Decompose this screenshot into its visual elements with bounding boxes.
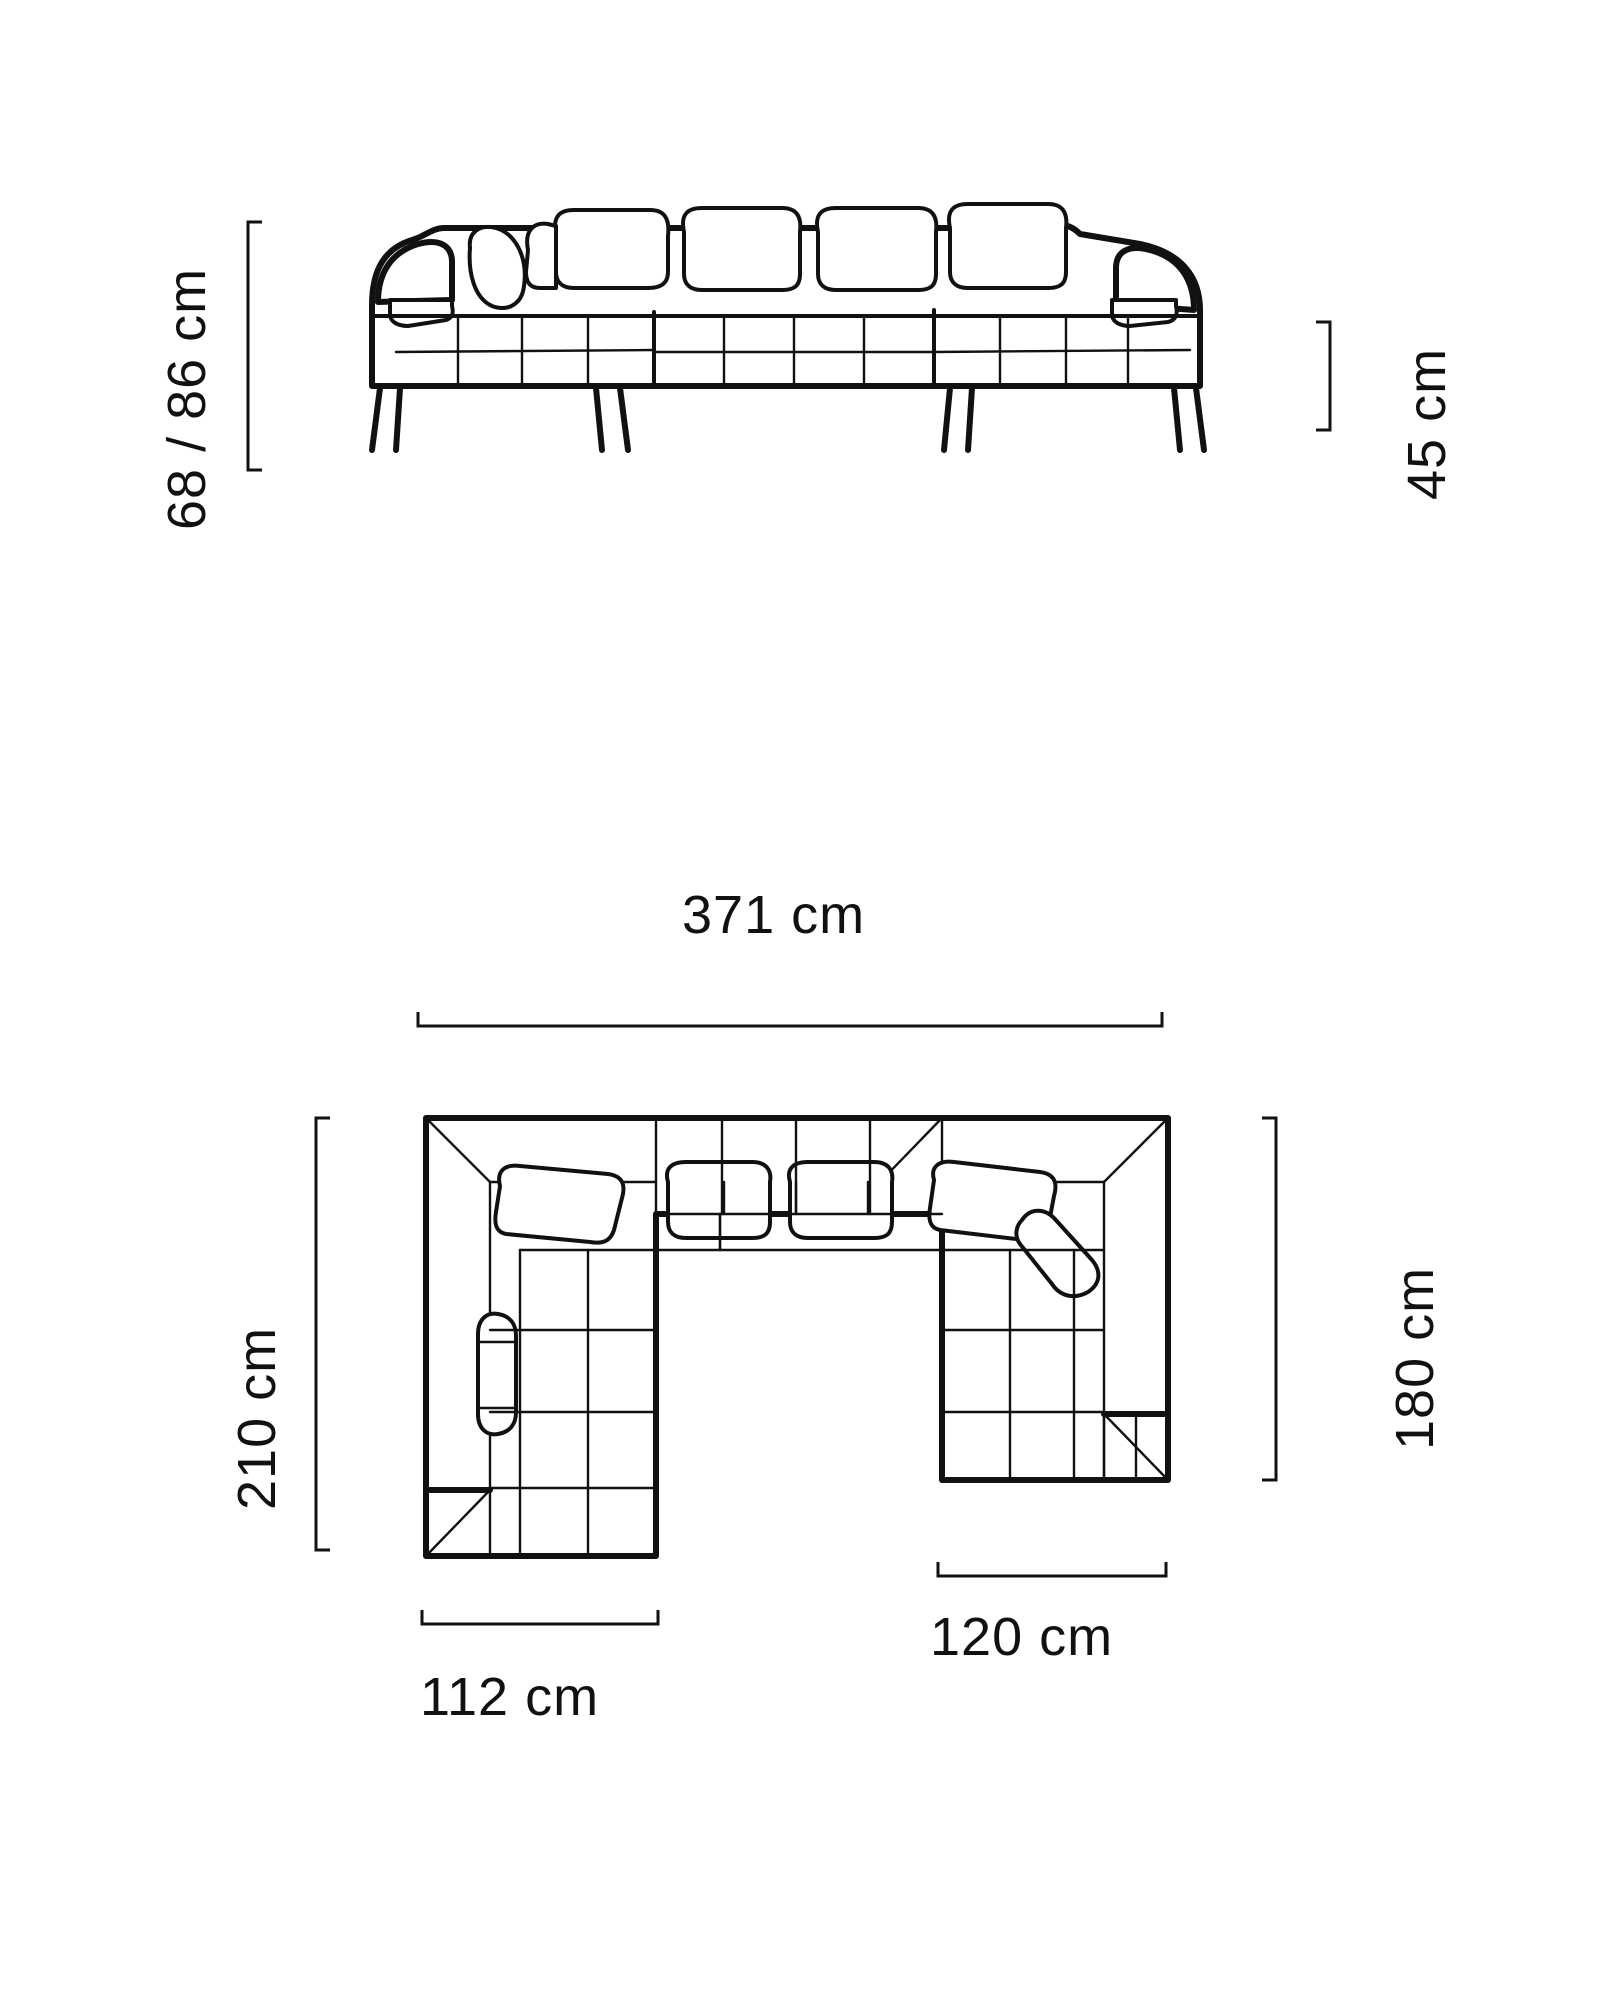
seat-height-dimension-bracket xyxy=(1316,322,1330,430)
chaise-left-dimension-line xyxy=(422,1610,658,1624)
depth-right-dimension-line xyxy=(1262,1118,1276,1480)
height-dimension-label: 68 / 86 cm xyxy=(157,267,217,530)
sofa-plan-outline xyxy=(426,1118,1168,1556)
width-dimension-line xyxy=(418,1012,1162,1026)
depth-right-dimension-label: 180 cm xyxy=(1385,1266,1445,1450)
chaise-left-dimension-label: 112 cm xyxy=(420,1667,600,1727)
height-dimension-bracket xyxy=(248,222,262,470)
depth-left-dimension-line xyxy=(316,1118,330,1550)
sofa-front-outline xyxy=(372,204,1204,450)
front-view xyxy=(0,0,1620,560)
front-view-graphic xyxy=(0,0,1620,560)
seat-height-dimension-label: 45 cm xyxy=(1397,347,1457,500)
chaise-right-dimension-line xyxy=(938,1562,1166,1576)
chaise-right-dimension-label: 120 cm xyxy=(930,1607,1114,1667)
depth-left-dimension-label: 210 cm xyxy=(227,1326,287,1510)
width-dimension-label: 371 cm xyxy=(682,885,866,945)
top-view xyxy=(0,830,1620,1830)
